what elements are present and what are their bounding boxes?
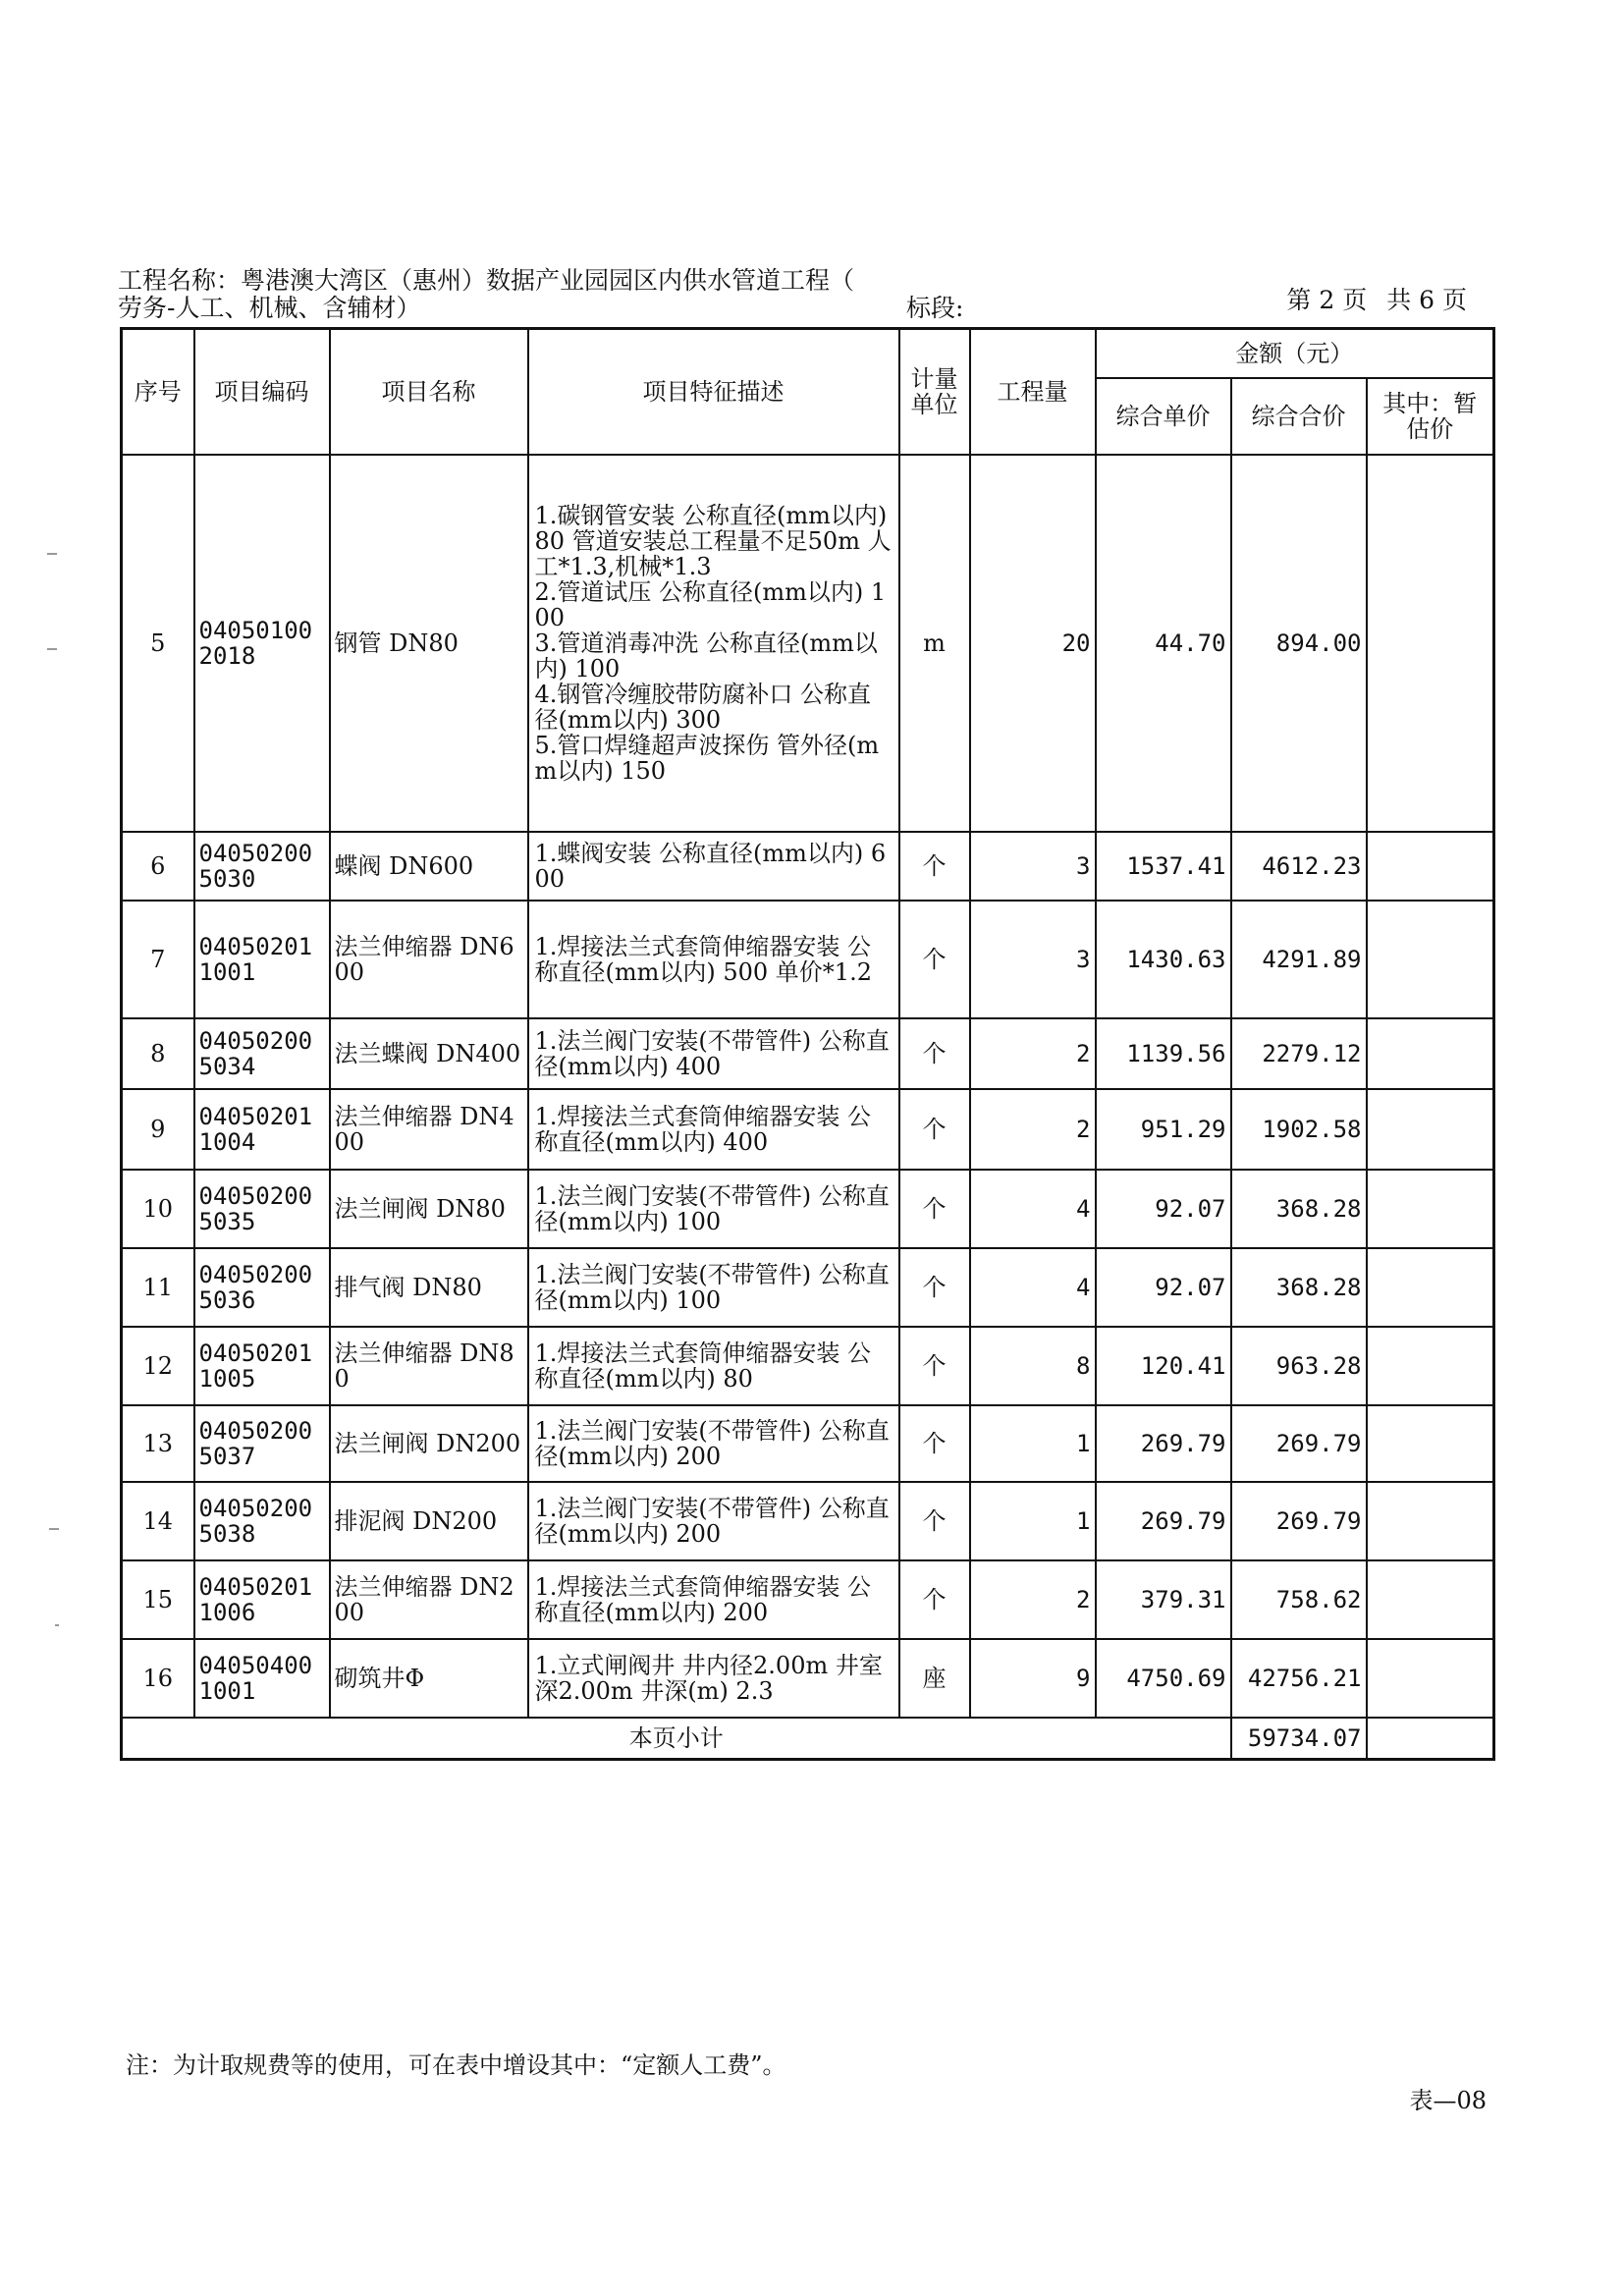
row-qty: 3 xyxy=(970,901,1096,1018)
row-name: 法兰伸缩器 DN600 xyxy=(330,901,528,1018)
row-unit: 个 xyxy=(899,1018,970,1089)
subtotal-label: 本页小计 xyxy=(122,1718,1231,1759)
row-seq: 10 xyxy=(122,1170,194,1248)
row-unit: 个 xyxy=(899,1170,970,1248)
row-seq: 15 xyxy=(122,1560,194,1639)
row-code: 040502005036 xyxy=(194,1248,330,1327)
row-seq: 9 xyxy=(122,1089,194,1170)
row-unit-price: 44.70 xyxy=(1096,455,1231,832)
row-provisional xyxy=(1367,1327,1494,1405)
row-name: 砌筑井Φ xyxy=(330,1639,528,1718)
row-name: 法兰闸阀 DN80 xyxy=(330,1170,528,1248)
row-qty: 2 xyxy=(970,1018,1096,1089)
row-name: 法兰伸缩器 DN400 xyxy=(330,1089,528,1170)
row-unit-price: 120.41 xyxy=(1096,1327,1231,1405)
header-unit: 计量单位 xyxy=(899,329,970,456)
row-unit: 个 xyxy=(899,1248,970,1327)
row-desc: 1.法兰阀门安装(不带管件) 公称直径(mm以内) 400 xyxy=(528,1018,899,1089)
row-unit-price: 269.79 xyxy=(1096,1482,1231,1560)
table-row xyxy=(122,1018,1494,1089)
row-seq: 5 xyxy=(122,455,194,832)
row-seq: 7 xyxy=(122,901,194,1018)
row-seq: 13 xyxy=(122,1405,194,1482)
row-unit: 个 xyxy=(899,1405,970,1482)
row-provisional xyxy=(1367,1482,1494,1560)
row-total: 2279.12 xyxy=(1231,1018,1367,1089)
row-code: 040504001001 xyxy=(194,1639,330,1718)
header-amount: 金额（元） xyxy=(1096,329,1494,379)
table-row xyxy=(122,1639,1494,1718)
row-total: 1902.58 xyxy=(1231,1089,1367,1170)
subtotal-provisional xyxy=(1367,1718,1494,1759)
section-label: 标段: xyxy=(906,294,964,322)
project-name xyxy=(118,267,854,322)
row-name: 排气阀 DN80 xyxy=(330,1248,528,1327)
row-qty: 4 xyxy=(970,1248,1096,1327)
table-row xyxy=(122,1170,1494,1248)
row-name: 蝶阀 DN600 xyxy=(330,832,528,901)
row-name: 法兰伸缩器 DN200 xyxy=(330,1560,528,1639)
row-unit-price: 951.29 xyxy=(1096,1089,1231,1170)
row-unit: 个 xyxy=(899,1327,970,1405)
row-seq: 16 xyxy=(122,1639,194,1718)
row-unit: 个 xyxy=(899,1089,970,1170)
header-name: 项目名称 xyxy=(330,329,528,456)
table-row xyxy=(122,901,1494,1018)
subtotal-value: 59734.07 xyxy=(1231,1718,1367,1759)
row-code: 040502011004 xyxy=(194,1089,330,1170)
row-unit-price: 1139.56 xyxy=(1096,1018,1231,1089)
row-provisional xyxy=(1367,455,1494,832)
page-total: 共 6 页 xyxy=(1386,286,1467,314)
row-desc: 1.法兰阀门安装(不带管件) 公称直径(mm以内) 200 xyxy=(528,1482,899,1560)
row-desc: 1.焊接法兰式套筒伸缩器安装 公称直径(mm以内) 400 xyxy=(528,1089,899,1170)
row-name: 法兰蝶阀 DN400 xyxy=(330,1018,528,1089)
row-seq: 12 xyxy=(122,1327,194,1405)
header-unit-price: 综合单价 xyxy=(1096,378,1231,455)
row-unit: m xyxy=(899,455,970,832)
row-name: 钢管 DN80 xyxy=(330,455,528,832)
row-qty: 20 xyxy=(970,455,1096,832)
header-code: 项目编码 xyxy=(194,329,330,456)
row-code: 040502005035 xyxy=(194,1170,330,1248)
header-seq: 序号 xyxy=(122,329,194,456)
row-unit-price: 1537.41 xyxy=(1096,832,1231,901)
row-unit: 个 xyxy=(899,901,970,1018)
row-desc: 1.碳钢管安装 公称直径(mm以内) 80 管道安装总工程量不足50m 人工*1.3,机械*1.3 2.管道试压 公称直径(mm以内) 100 3.管道消毒冲洗 公称直径(mm以内) 100 4.钢管冷缠胶带防腐补口 公称直径(mm以内) 300 5.管口焊缝超声波探伤 管外径(mm以内) 150 xyxy=(528,455,899,832)
row-provisional xyxy=(1367,1405,1494,1482)
page-current: 第 2 页 xyxy=(1286,286,1368,314)
row-desc: 1.法兰阀门安装(不带管件) 公称直径(mm以内) 100 xyxy=(528,1248,899,1327)
project-name-line-1: 工程名称：粤港澳大湾区（惠州）数据产业园园区内供水管道工程（ xyxy=(118,266,855,295)
row-unit-price: 379.31 xyxy=(1096,1560,1231,1639)
row-code: 040502011001 xyxy=(194,901,330,1018)
header-qty: 工程量 xyxy=(970,329,1096,456)
row-desc: 1.立式闸阀井 井内径2.00m 井室深2.00m 井深(m) 2.3 xyxy=(528,1639,899,1718)
row-total: 368.28 xyxy=(1231,1170,1367,1248)
row-total: 368.28 xyxy=(1231,1248,1367,1327)
footer-note: 注：为计取规费等的使用，可在表中增设其中：“定额人工费”。 xyxy=(126,2051,786,2079)
row-unit: 座 xyxy=(899,1639,970,1718)
row-provisional xyxy=(1367,1170,1494,1248)
row-qty: 1 xyxy=(970,1405,1096,1482)
row-desc: 1.法兰阀门安装(不带管件) 公称直径(mm以内) 100 xyxy=(528,1170,899,1248)
row-total: 4612.23 xyxy=(1231,832,1367,901)
row-total: 894.00 xyxy=(1231,455,1367,832)
table-row xyxy=(122,1405,1494,1482)
row-seq: 11 xyxy=(122,1248,194,1327)
row-qty: 8 xyxy=(970,1327,1096,1405)
row-desc: 1.焊接法兰式套筒伸缩器安装 公称直径(mm以内) 80 xyxy=(528,1327,899,1405)
row-provisional xyxy=(1367,1639,1494,1718)
row-seq: 14 xyxy=(122,1482,194,1560)
table-row xyxy=(122,1482,1494,1560)
table-row xyxy=(122,1089,1494,1170)
table-row xyxy=(122,832,1494,901)
row-unit-price: 4750.69 xyxy=(1096,1639,1231,1718)
row-code: 040501002018 xyxy=(194,455,330,832)
row-seq: 6 xyxy=(122,832,194,901)
row-desc: 1.焊接法兰式套筒伸缩器安装 公称直径(mm以内) 500 单价*1.2 xyxy=(528,901,899,1018)
row-qty: 1 xyxy=(970,1482,1096,1560)
row-code: 040502005034 xyxy=(194,1018,330,1089)
row-qty: 9 xyxy=(970,1639,1096,1718)
table-body xyxy=(122,455,1494,1718)
row-unit-price: 1430.63 xyxy=(1096,901,1231,1018)
row-unit-price: 269.79 xyxy=(1096,1405,1231,1482)
header-provisional: 其中：暂估价 xyxy=(1367,378,1494,455)
table-row xyxy=(122,1248,1494,1327)
row-provisional xyxy=(1367,832,1494,901)
row-provisional xyxy=(1367,901,1494,1018)
row-provisional xyxy=(1367,1248,1494,1327)
row-desc: 1.蝶阀安装 公称直径(mm以内) 600 xyxy=(528,832,899,901)
bill-of-quantities-table xyxy=(120,327,1495,1761)
row-provisional xyxy=(1367,1560,1494,1639)
row-provisional xyxy=(1367,1018,1494,1089)
row-total: 269.79 xyxy=(1231,1482,1367,1560)
page-indicator xyxy=(1286,287,1479,314)
scan-mark xyxy=(49,1528,59,1530)
table-row xyxy=(122,1327,1494,1405)
row-unit: 个 xyxy=(899,832,970,901)
row-code: 040502005030 xyxy=(194,832,330,901)
row-total: 963.28 xyxy=(1231,1327,1367,1405)
table-row xyxy=(122,1560,1494,1639)
header-desc: 项目特征描述 xyxy=(528,329,899,456)
row-code: 040502005038 xyxy=(194,1482,330,1560)
header-total: 综合合价 xyxy=(1231,378,1367,455)
row-name: 法兰伸缩器 DN80 xyxy=(330,1327,528,1405)
row-desc: 1.焊接法兰式套筒伸缩器安装 公称直径(mm以内) 200 xyxy=(528,1560,899,1639)
row-unit: 个 xyxy=(899,1560,970,1639)
row-unit-price: 92.07 xyxy=(1096,1170,1231,1248)
row-qty: 3 xyxy=(970,832,1096,901)
scan-mark xyxy=(47,648,57,650)
scan-mark xyxy=(55,1624,59,1626)
project-name-line-2: 劳务-人工、机械、含辅材） xyxy=(118,294,421,322)
row-total: 42756.21 xyxy=(1231,1639,1367,1718)
row-total: 758.62 xyxy=(1231,1560,1367,1639)
row-unit-price: 92.07 xyxy=(1096,1248,1231,1327)
row-provisional xyxy=(1367,1089,1494,1170)
row-seq: 8 xyxy=(122,1018,194,1089)
scan-mark xyxy=(47,553,57,555)
row-unit: 个 xyxy=(899,1482,970,1560)
row-total: 4291.89 xyxy=(1231,901,1367,1018)
row-name: 法兰闸阀 DN200 xyxy=(330,1405,528,1482)
row-qty: 2 xyxy=(970,1089,1096,1170)
row-desc: 1.法兰阀门安装(不带管件) 公称直径(mm以内) 200 xyxy=(528,1405,899,1482)
form-number: 表—08 xyxy=(1409,2087,1487,2114)
row-qty: 2 xyxy=(970,1560,1096,1639)
row-code: 040502011005 xyxy=(194,1327,330,1405)
row-code: 040502005037 xyxy=(194,1405,330,1482)
row-name: 排泥阀 DN200 xyxy=(330,1482,528,1560)
row-qty: 4 xyxy=(970,1170,1096,1248)
row-total: 269.79 xyxy=(1231,1405,1367,1482)
table-row xyxy=(122,455,1494,832)
row-code: 040502011006 xyxy=(194,1560,330,1639)
